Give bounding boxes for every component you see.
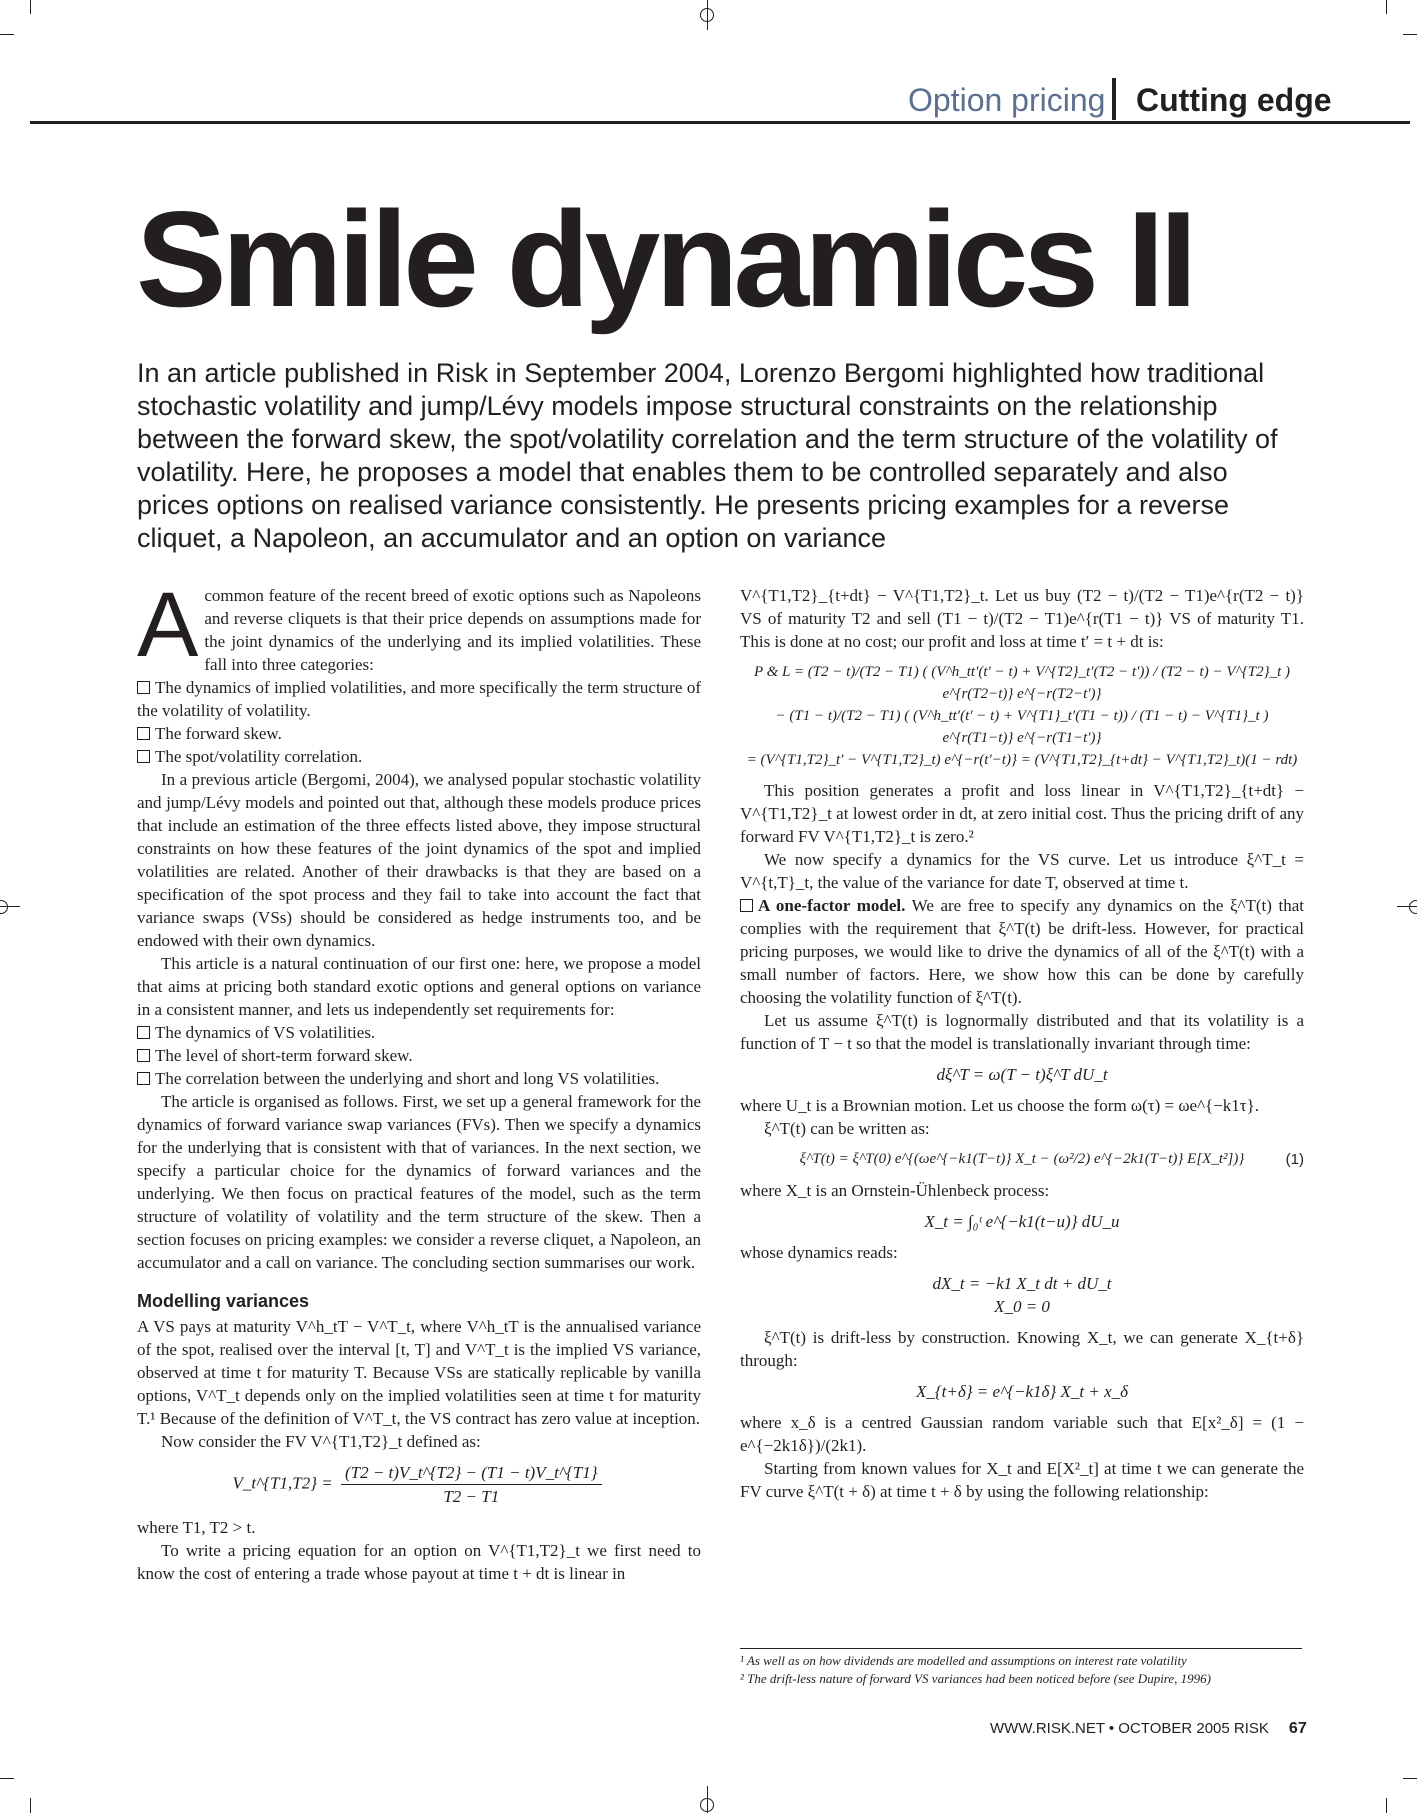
footnote-rule — [740, 1648, 1302, 1649]
footnote: ¹ As well as on how dividends are modelled and assumptions on interest rate volatility — [740, 1653, 1187, 1668]
body-paragraph: This position generates a profit and loss linear in V^{T1,T2}_{t+dt} − V^{T1,T2}_t at lowest order in dt, at zero initial cost. Thus the pricing drift of any forward FV V^{T1,T2}_t is zero.² — [740, 781, 1304, 846]
article-title: Smile dynamics II — [136, 183, 1193, 335]
crop-mark — [1403, 34, 1417, 35]
body-paragraph: The article is organised as follows. First, we set up a general framework for the dynamics of forward variance swap variances (FVs). Then we specify a dynamics for the underlying that is consistent with that of variances. In the next section, we specify a particular choice for the dynamics of forward variances and the underlying. We then focus on practical features of the model, such as the term structure of volatility of volatility and the term structure of the skew. Then a section focuses on pricing examples: we consider a reverse cliquet, a Napoleon, an accumulator and a call on variance. The concluding section summarises our work. — [137, 1092, 701, 1272]
body-paragraph: Starting from known values for X_t and E[X²_t] at time t we can generate the FV curve ξ^T(t + δ) at time t + δ by using the following relationship: — [740, 1459, 1304, 1501]
crop-mark — [30, 0, 31, 14]
bullet-text: The correlation between the underlying and short and long VS volatilities. — [155, 1069, 660, 1088]
crop-mark — [0, 34, 14, 35]
equation-fv-definition — [137, 1461, 701, 1508]
header-section: Cutting edge — [1136, 82, 1332, 118]
run-in-heading: A one-factor model. — [758, 896, 906, 915]
checkbox-bullet-icon — [137, 750, 150, 763]
header-separator — [1112, 78, 1116, 120]
equation-dynamics: dξ^T = ω(T − t)ξ^T dU_t — [936, 1065, 1108, 1084]
checkbox-bullet-icon — [740, 899, 753, 912]
page-number: 67 — [1288, 1720, 1307, 1737]
crop-mark — [0, 1778, 14, 1779]
checkbox-bullet-icon — [137, 1049, 150, 1062]
right-column — [740, 584, 1304, 1503]
equation-pnl-line: = (V^{T1,T2}_t′ − V^{T1,T2}_t) e^{−r(t′−t)} = (V^{T1,T2}_{t+dt} − V^{T1,T2}_t)(1 − rdt) — [746, 752, 1298, 768]
equation-step: X_{t+δ} = e^{−k1δ} X_t + x_δ — [915, 1382, 1129, 1401]
checkbox-bullet-icon — [137, 681, 150, 694]
crop-mark — [1386, 0, 1387, 14]
body-paragraph: V^{T1,T2}_{t+dt} − V^{T1,T2}_t. Let us buy (T2 − t)/(T2 − T1)e^{r(T2 − t)} VS of maturity T2 and sell (T1 − t)/(T2 − T1)e^{r(T1 − t)} VS of maturity T1. This is done at no cost; our profit and loss at time t′ = t + dt is: — [740, 586, 1304, 651]
equation-pnl-line: − (T1 − t)/(T2 − T1) ( (V^h_tt′(t′ − t) + V^{T1}_t′(T1 − t)) / (T1 − t) − V^{T1}_t ) e^{r(T1−t)} e^{−r(T1−t′)} — [775, 708, 1269, 746]
body-paragraph — [740, 894, 1304, 1009]
equation-number: (1) — [1285, 1151, 1304, 1168]
body-paragraph: In a previous article (Bergomi, 2004), we analysed popular stochastic volatility and jump/Lévy models and pointed out that, although these models produce prices that include an estimation of the three effects listed above, they impose structural constraints on how these features of the joint dynamics of the spot and implied volatilities are related. Another of their drawbacks is that they are based on a specification of the spot process and they fail to take into account the fact that variance swaps (VSs) should be considered as hedge instruments too, and be endowed with their own dynamics. — [137, 770, 701, 950]
checkbox-bullet-icon — [137, 1072, 150, 1085]
page-footer — [990, 1720, 1307, 1738]
checkbox-bullet-icon — [137, 1026, 150, 1039]
bullet-item — [137, 745, 701, 768]
footer-site: WWW.RISK.NET • OCTOBER 2005 RISK — [990, 1720, 1269, 1737]
standfirst: In an article published in Risk in September 2004, Lorenzo Bergomi highlighted how traditional stochastic volatility and jump/Lévy models impose structural constraints on the relationship between the forward skew, the spot/volatility correlation and the term structure of the volatility of volatility. Here, he proposes a model that enables them to be controlled separately and also prices options on realised variance consistently. He presents pricing examples for a reverse cliquet, a Napoleon, an accumulator and an option on variance — [137, 358, 1278, 553]
bullet-text: The level of short-term forward skew. — [155, 1046, 413, 1065]
bullet-item — [137, 676, 701, 722]
intro-paragraph — [137, 574, 701, 676]
body-paragraph: We now specify a dynamics for the VS curve. Let us introduce ξ^T_t = V^{t,T}_t, the value of the variance for date T, observed at time t. — [740, 850, 1304, 892]
crop-mark — [30, 1798, 31, 1813]
bullet-text: The dynamics of implied volatilities, and more specifically the term structure of the volatility of volatility. — [137, 678, 701, 720]
section-heading: Modelling variances — [137, 1291, 310, 1311]
bullet-item — [137, 1067, 701, 1090]
body-paragraph: Let us assume ξ^T(t) is lognormally distributed and that its volatility is a function of T − t so that the model is translationally invariant through time: — [740, 1011, 1304, 1053]
body-paragraph: where x_δ is a centred Gaussian random variable such that E[x²_δ] = (1 − e^{−2k1δ})/(2k1). — [740, 1413, 1304, 1455]
header-category: Option pricing — [908, 82, 1106, 118]
bullet-item — [137, 1044, 701, 1067]
body-paragraph: where T1, T2 > t. — [137, 1518, 256, 1537]
body-paragraph: where X_t is an Ornstein-Ühlenbeck process: — [740, 1181, 1050, 1200]
equation-pnl-line: P & L = (T2 − t)/(T2 − T1) ( (V^h_tt′(t′ − t) + V^{T2}_t′(T2 − t′)) / (T2 − t) − V^{T2}_t ) e^{r(T2−t)} e^{−r(T2−t′)} — [753, 664, 1291, 702]
body-paragraph: ξ^T(t) can be written as: — [764, 1119, 930, 1138]
equation-ou-dynamics: dX_t = −k1 X_t dt + dU_t — [932, 1274, 1112, 1293]
equation-1-body: ξ^T(t) = ξ^T(0) e^{(ωe^{−k1(T−t)} X_t − (ω²/2) e^{−2k1(T−t)} E[X_t²])} — [799, 1151, 1245, 1167]
body-paragraph: ξ^T(t) is drift-less by construction. Knowing X_t, we can generate X_{t+δ} through: — [740, 1328, 1304, 1370]
body-paragraph: Now consider the FV V^{T1,T2}_t defined as: — [161, 1432, 481, 1451]
body-paragraph: whose dynamics reads: — [740, 1243, 898, 1262]
equation-numerator: (T2 − t)V_t^{T2} − (T1 − t)V_t^{T1} — [341, 1461, 602, 1485]
bullet-item — [137, 1021, 701, 1044]
bullet-text: The forward skew. — [155, 724, 282, 743]
equation-1 — [740, 1148, 1304, 1171]
bullet-item — [137, 722, 701, 745]
registration-mark — [0, 900, 8, 914]
left-column — [137, 574, 701, 1585]
registration-mark — [1409, 900, 1417, 914]
equation-ou-process: X_t = ∫₀ᵗ e^{−k1(t−u)} dU_u — [924, 1212, 1120, 1231]
registration-mark — [700, 8, 714, 22]
registration-mark — [700, 1798, 714, 1812]
crop-mark — [1386, 1798, 1387, 1813]
crop-mark — [1403, 1778, 1417, 1779]
body-paragraph: where U_t is a Brownian motion. Let us choose the form ω(τ) = ωe^{−k1τ}. — [740, 1096, 1260, 1115]
intro-text: common feature of the recent breed of exotic options such as Napoleons and reverse cliquets is that their price depends on assumptions made for the joint dynamics of the underlying and its implied volatilities. These fall into three categories: — [204, 586, 701, 674]
body-paragraph: To write a pricing equation for an option on V^{T1,T2}_t we first need to know the cost of entering a trade whose payout at time t + dt is linear in — [137, 1541, 701, 1583]
body-text: We are free to specify any dynamics on the ξ^T(t) that complies with the requirement that ξ^T(t) be drift-less. However, for practical pricing purposes, we would like to drive the dynamics of all of the ξ^T(t) with a small number of factors. Here, we show how this can be done by carefully choosing the volatility function of ξ^T(t). — [740, 896, 1304, 1007]
body-paragraph: This article is a natural continuation of our first one: here, we propose a model that aims at pricing both standard exotic options and general options on variance in a consistent manner, and lets us independently set requirements for: — [137, 954, 701, 1019]
dropcap: A — [137, 574, 199, 676]
bullet-text: The dynamics of VS volatilities. — [155, 1023, 376, 1042]
footnote: ² The drift-less nature of forward VS variances had been noticed before (see Dupire, 1996) — [740, 1671, 1211, 1686]
equation-initial-condition: X_0 = 0 — [994, 1297, 1050, 1316]
equation-lhs: V_t^{T1,T2} = — [232, 1473, 333, 1493]
checkbox-bullet-icon — [137, 727, 150, 740]
equation-fraction — [341, 1461, 602, 1508]
equation-pnl — [740, 661, 1304, 771]
bullet-text: The spot/volatility correlation. — [155, 747, 363, 766]
equation-denominator: T2 − T1 — [443, 1487, 500, 1506]
header-rule — [30, 121, 1410, 124]
body-paragraph: A VS pays at maturity V^h_tT − V^T_t, where V^h_tT is the annualised variance of the spot, realised over the interval [t, T] and V^T_t is the implied VS variance, observed at time t for maturity T. Because VSs are statically replicable by vanilla options, V^T_t depends only on the implied volatilities seen at time t for maturity T.¹ Because of the definition of V^T_t, the VS contract has zero value at inception. — [137, 1317, 701, 1428]
